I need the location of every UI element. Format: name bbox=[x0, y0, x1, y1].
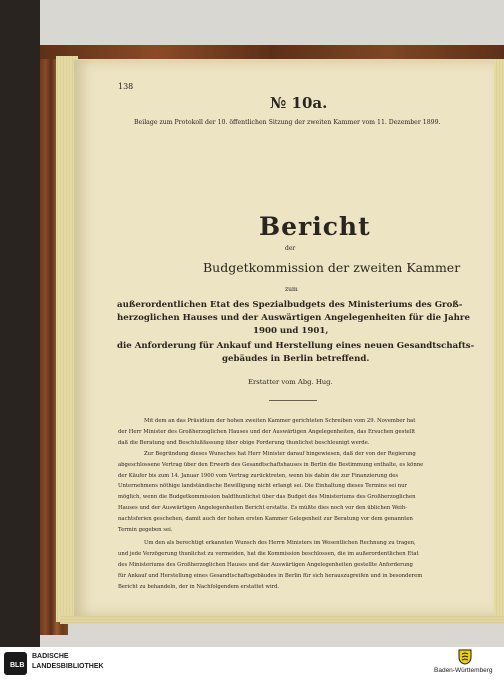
page-number: 138 bbox=[118, 82, 134, 91]
subject-line: herzoglichen Hauses und der Auswärtigen Angelegenheiten für die Jahre bbox=[117, 313, 470, 323]
body-line: Bericht zu behandeln, der in Nachfolgendem erstattet wird. bbox=[118, 583, 280, 590]
blb-logo[interactable] bbox=[4, 652, 27, 675]
subject-line: gebäudes in Berlin betreffend. bbox=[222, 354, 370, 364]
body-text bbox=[118, 416, 502, 593]
body-line: und jede Verzögerung thunlichst zu vermeiden, hat die Kommission beschlossen, die im außerordentlichen Etat bbox=[118, 550, 419, 557]
separator-rule bbox=[269, 400, 317, 401]
connector-zum: zum bbox=[285, 286, 298, 293]
state-name: Baden-Württemberg bbox=[434, 667, 493, 674]
marbled-cover-top bbox=[40, 45, 504, 59]
body-line: Hauses und der Auswärtigen Angelegenheiten Bericht erstatte. Es müßte dies noch vor den üblichen Weih- bbox=[118, 505, 408, 512]
subject-line: außerordentlichen Etat des Spezialbudgets des Ministeriums des Groß- bbox=[117, 300, 463, 310]
body-line: nachtsferien geschehen, damit auch der hohen ersten Kammer Gelegenheit zur Beratung vor dem genannten bbox=[118, 516, 413, 523]
body-line: der Herr Minister des Großherzoglichen Hauses und der Auswärtigen Angelegenheiten, das Ersuchen gestellt bbox=[118, 428, 416, 435]
book-page bbox=[74, 60, 494, 616]
body-line: des Ministeriums des Großherzoglichen Hauses und der Auswärtigen Angelegenheiten gestellte Anforderung bbox=[118, 561, 413, 568]
body-line: für Ankauf und Herstellung eines Gesandtschaftsgebäudes in Berlin für sich herauszugreifen und in besonderem bbox=[118, 572, 423, 579]
supplement-line: Beilage zum Protokoll der 10. öffentlichen Sitzung der zweiten Kammer vom 11. Dezember 1899. bbox=[134, 119, 441, 126]
body-line: Termin gegeben sei. bbox=[118, 527, 173, 534]
library-name-line-2: LANDESBIBLIOTHEK bbox=[32, 663, 104, 670]
body-line: möglich, wenn die Budgetkommission baldthunlichst über das Budget des Ministeriums des Großherzoglichen bbox=[118, 494, 416, 501]
body-line: Zur Begründung dieses Wunsches hat Herr Minister darauf hingewiesen, daß der von der Regierung bbox=[144, 450, 416, 457]
reporter-line: Erstatter vom Abg. Hug. bbox=[248, 378, 333, 386]
body-line: Mit dem an das Präsidium der hohen zweiten Kammer gerichteten Schreiben vom 29. November hat bbox=[144, 418, 416, 424]
body-line: der Käufer bis zum 14. Januar 1900 vom Vertrag zurücktreten, wenn bis dahin die zur Finanzierung des bbox=[118, 472, 399, 479]
body-line: daß die Beratung und Beschlußfassung über obige Forderung thunlichst beschleunigt werde. bbox=[118, 439, 370, 446]
commission-name: Budgetkommission der zweiten Kammer bbox=[203, 260, 461, 275]
body-line: Um den als berechtigt erkannten Wunsch des Herrn Ministers im Wesentlichen Rechnung zu tragen, bbox=[144, 539, 416, 546]
library-footer bbox=[0, 647, 504, 679]
library-name-line-1: BADISCHE bbox=[32, 653, 69, 660]
state-crest-icon bbox=[458, 649, 472, 665]
connector-der: der bbox=[285, 245, 296, 252]
body-line: abgeschlossene Vertrag über den Erwerb des Gesandtschaftshauses in Berlin die Bestimmung enthalte, es könne bbox=[118, 461, 424, 468]
body-line: Unternehmens nöthige landständische Bewilligung nicht erlangt sei. Die Einhaltung dieses Termins sei nur bbox=[118, 483, 408, 490]
blb-logo-text: BLB bbox=[10, 662, 25, 669]
report-title: Bericht bbox=[259, 212, 371, 241]
document-number: № 10a. bbox=[270, 94, 328, 112]
scan-background bbox=[0, 0, 40, 647]
subject-line: 1900 und 1901, bbox=[253, 326, 329, 336]
subject-line: die Anforderung für Ankauf und Herstellung eines neuen Gesandtschafts- bbox=[117, 341, 475, 351]
